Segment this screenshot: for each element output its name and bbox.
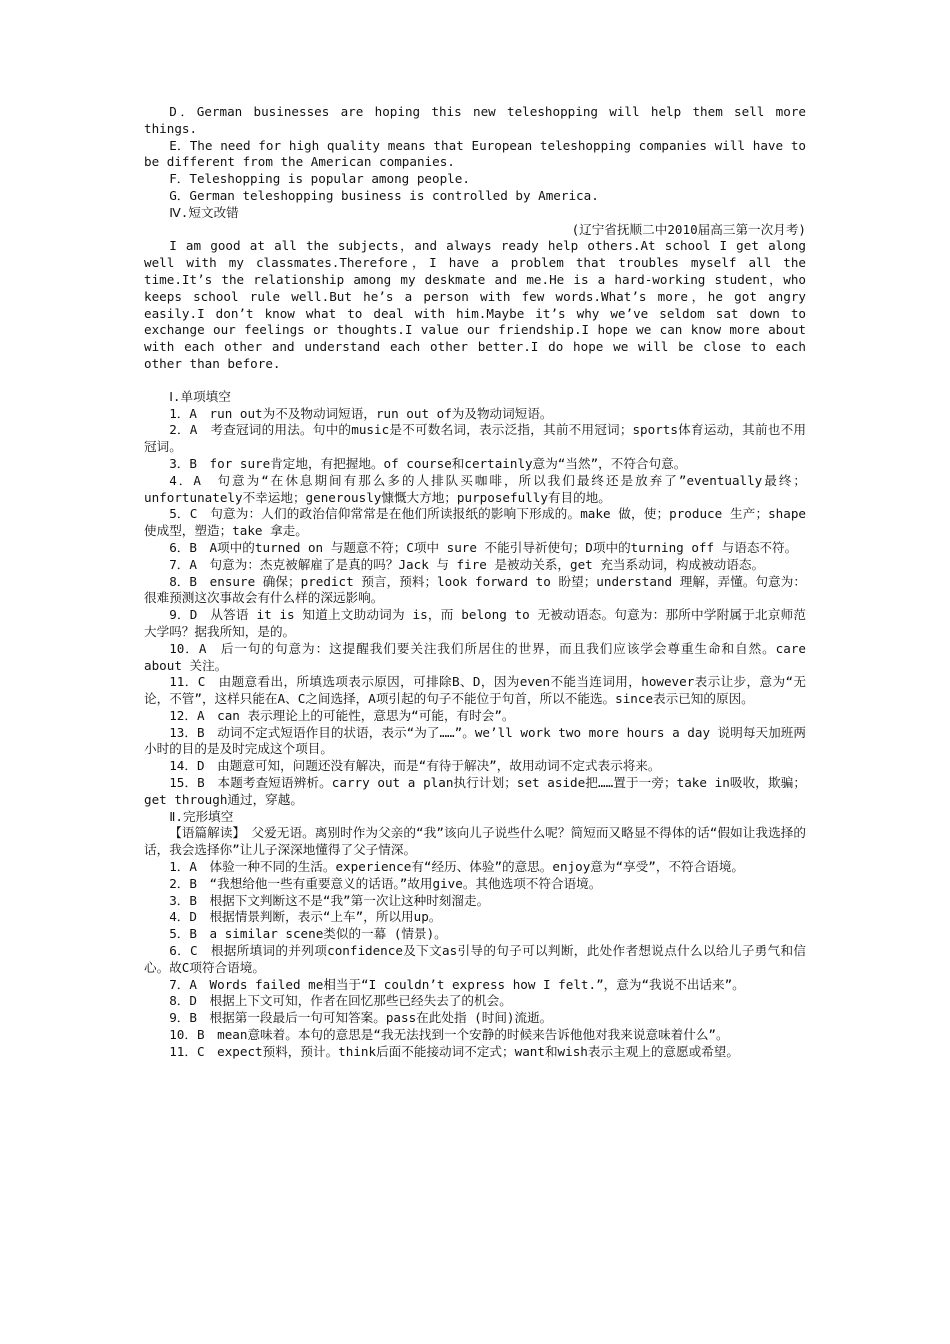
answer-item: 2．B “我想给他一些有重要意义的话语。”故用give。其他选项不符合语境。 (169, 875, 602, 891)
error-correction-passage: I am good at all the subjects，and always ready help others.At school I get along well with my classmates.Therefore，I have a problem that troubles myself all the time.It’s the relationship among my deskmate and me.He is a hard-working student，who keeps school rule well.But he’s a person with few words.What’s more，he got angry easily.I don’t know what to deal with him.Maybe it’s why we’ve seldom sat down to exchange our feelings or thoughts.I value our friendship.I hope we can know more about with each other and understand each other better.I do hope we will be close to each other than before. (144, 238, 806, 371)
answer-item: 2．A 考查冠词的用法。句中的music是不可数名词，表示泛指，其前不用冠词；sports体育运动，其前也不用冠词。 (144, 422, 806, 455)
answer-item: 10．A 后一句的句意为：这提醒我们要关注我们所居住的世界，而且我们应该学会尊重生命和自然。care about 关注。 (144, 640, 806, 673)
answer-item: 5．C 句意为：人们的政治信仰常常是在他们所读报纸的影响下形成的。make 做，使；produce 生产；shape 使成型，塑造；take 拿走。 (144, 506, 806, 539)
document-page (144, 104, 806, 1061)
answer-item: 4．A 句意为“在休息期间有那么多的人排队买咖啡，所以我们最终还是放弃了”eventually最终；unfortunately不幸运地；generously慷慨大方地；purposefully有目的地。 (144, 472, 806, 505)
answer-item: 6．B A项中的turned on 与题意不符；C项中 sure 不能引导祈使句；D项中的turning off 与语态不符。 (169, 539, 798, 555)
answer-item: 8．B ensure 确保；predict 预言，预料；look forward to 盼望；understand 理解，弄懂。句意为：很难预测这次事故会有什么样的深远影响。 (144, 573, 806, 606)
answer-item: 9．D 从答语 it is 知道上文助动词为 is，而 belong to 无被动语态。句意为：那所中学附属于北京师范大学吗？据我所知，是的。 (144, 607, 806, 639)
answer-item: 9．B 根据第一段最后一句可知答案。pass在此处指 (时间)流逝。 (169, 1010, 553, 1026)
answers-section-1-title: Ⅰ.单项填空 (169, 388, 231, 404)
option-e: E．The need for high quality means that European teleshopping companies will have to be different from the American companies. (144, 137, 806, 170)
answer-item: 8．D 根据上下文可知，作者在回忆那些已经失去了的机会。 (169, 993, 512, 1009)
answer-item: 11．C expect预料，预计。think后面不能接动词不定式；want和wish表示主观上的意愿或希望。 (169, 1043, 739, 1059)
answer-item: 12．A can 表示理论上的可能性，意思为“可能，有时会”。 (169, 707, 515, 723)
answer-item: 14．D 由题意可知，问题还没有解决，而是“有待于解决”，故用动词不定式表示将来。 (169, 758, 661, 774)
option-f: F．Teleshopping is popular among people. (169, 171, 470, 187)
section-4-title: Ⅳ.短文改错 (169, 204, 239, 220)
answer-item: 3．B for sure肯定地，有把握地。of course和certainly意为“当然”，不符合句意。 (169, 455, 687, 471)
answers-section-2-title: Ⅱ.完形填空 (169, 808, 234, 824)
option-d: D．German businesses are hoping this new teleshopping will help them sell more things. (144, 104, 806, 136)
answer-item: 1．A 体验一种不同的生活。experience有“经历、体验”的意思。enjoy意为“享受”，不符合语境。 (169, 859, 745, 875)
option-g: G．German teleshopping business is controlled by America. (169, 187, 599, 203)
answer-item: 10．B mean意味着。本句的意思是“我无法找到一个安静的时候来告诉他他对我来说意味着什么”。 (169, 1027, 729, 1043)
answer-item: 1．A run out为不及物动词短语，run out of为及物动词短语。 (169, 405, 553, 421)
answer-item: 5．B a similar scene类似的一幕 (情景)。 (169, 926, 447, 942)
answer-item: 11．C 由题意看出，所填选项表示原因，可排除B、D，因为even不能当连词用，however表示让步，意为“无论，不管”，这样只能在A、C之间选择，A项引起的句子不能位于句首，所以不能选。since表示已知的原因。 (144, 674, 806, 707)
answer-item: 13．B 动词不定式短语作目的状语，表示“为了……”。we’ll work two more hours a day 说明每天加班两小时的目的是及时完成这个项目。 (144, 724, 806, 757)
answer-item: 3．B 根据下文判断这不是“我”第一次让这种时刻溜走。 (169, 892, 490, 908)
answer-item: 15．B 本题考查短语辨析。carry out a plan执行计划；set aside把……置于一旁；take in吸收，欺骗；get through通过，穿越。 (144, 775, 806, 807)
answer-item: 6．C 根据所填词的并列项confidence及下文as引导的句子可以判断，此处作者想说点什么以给儿子勇气和信心。故C项符合语境。 (144, 943, 806, 975)
answer-item: 7．A Words failed me相当于“I couldn’t express how I felt.”，意为“我说不出话来”。 (169, 976, 745, 992)
answer-item: 7．A 句意为：杰克被解雇了是真的吗？Jack 与 fire 是被动关系，get 充当系动词，构成被动语态。 (169, 556, 765, 572)
answer-item: 4．D 根据情景判断，表示“上车”，所以用up。 (169, 909, 442, 925)
passage-analysis: 【语篇解读】 父爱无语。离别时作为父亲的“我”该向儿子说些什么呢？简短而又略显不得体的话“假如让我选择的话，我会选择你”让儿子深深地懂得了父子情深。 (144, 825, 806, 858)
section-4-source: (辽宁省抚顺二中2010届高三第一次月考) (571, 221, 806, 237)
